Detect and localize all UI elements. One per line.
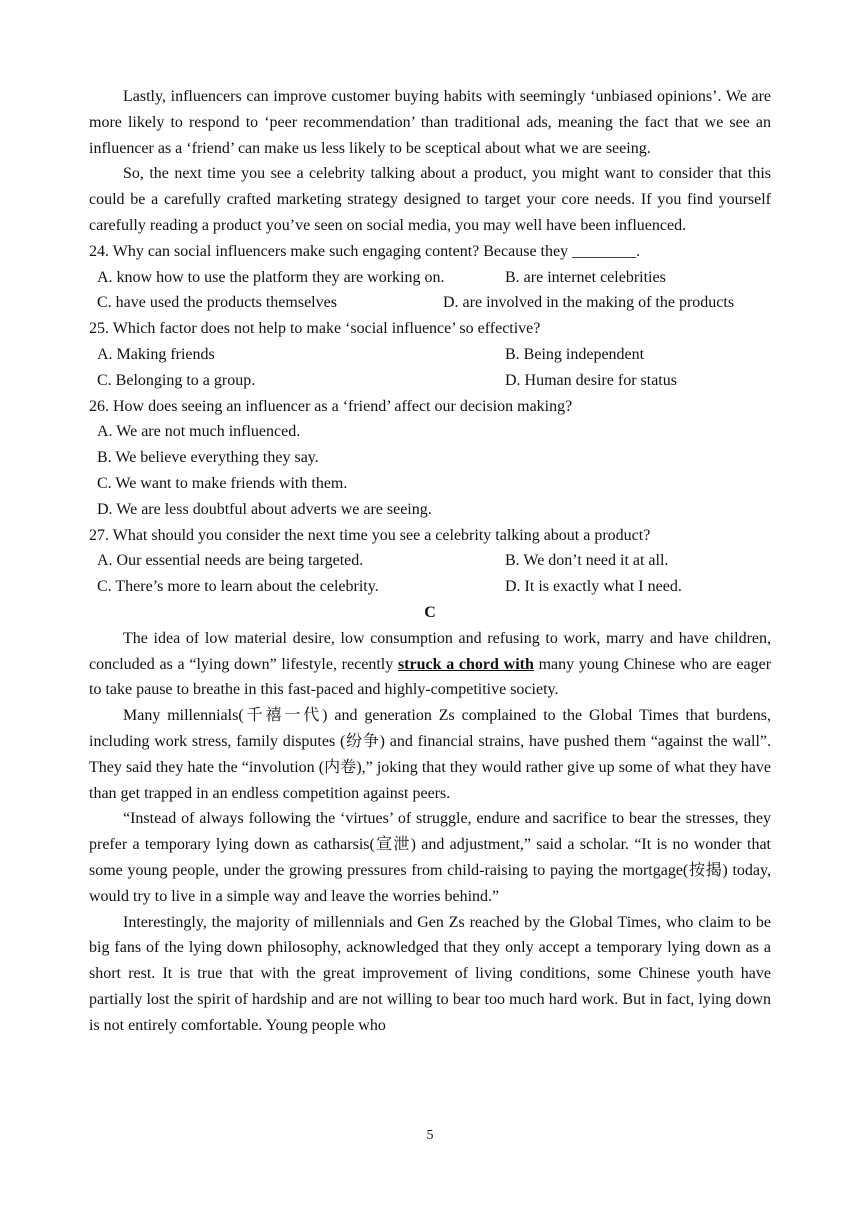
option: B. are internet celebrities <box>505 268 666 286</box>
option: B. Being independent <box>505 345 645 363</box>
option: B. We believe everything they say. <box>97 449 319 467</box>
passage-paragraph: Lastly, influencers can improve customer buying habits with seemingly ‘unbiased opinions’. We are more likely to respond to ‘peer recommendation’ than traditional ads, meaning the fact that we see an influencer as a ‘friend’ can make us less likely to be sceptical about what we are seeing. <box>89 88 771 157</box>
option-row <box>89 342 771 368</box>
page-number: 5 <box>426 1128 434 1143</box>
option: A. Making friends <box>97 345 215 363</box>
option: C. We want to make friends with them. <box>97 474 348 492</box>
option: D. are involved in the making of the products <box>443 294 735 312</box>
option: D. It is exactly what I need. <box>505 578 682 596</box>
option: D. We are less doubtful about adverts we are seeing. <box>97 500 432 518</box>
text-run: many young Chinese who are eager to take pause to breathe in this fast-paced and highly-competitive society. <box>89 655 772 699</box>
option-row <box>89 290 771 316</box>
passage-paragraph: Interestingly, the majority of millennials and Gen Zs reached by the Global Times, who claim to be big fans of the lying down philosophy, acknowledged that they only accept a temporary lying down as a short rest. It is true that with the great improvement of living conditions, some Chinese youth have partially lost the spirit of hardship and are not willing to bear too much hard work. But in fact, lying down is not entirely comfortable. Young people who <box>89 913 771 1034</box>
option-row <box>89 548 771 574</box>
text-run: The idea of low material desire, low consumption and refusing to work, marry and have children, concluded as a “lying down” lifestyle, recently <box>89 629 771 673</box>
option: C. have used the products themselves <box>97 294 337 312</box>
question-stem: 26. How does seeing an influencer as a ‘friend’ affect our decision making? <box>89 397 573 415</box>
option: B. We don’t need it at all. <box>505 552 669 570</box>
passage-paragraph: So, the next time you see a celebrity talking about a product, you might want to consider that this could be a carefully crafted marketing strategy designed to target your core needs. If you find yourself carefully reading a product you’ve seen on social media, you may well have been influenced. <box>89 165 771 234</box>
passage-paragraph: Many millennials(千禧一代) and generation Zs complained to the Global Times that burdens, including work stress, family disputes (纷争) and financial strains, have pushed them “against the wall”. They said they hate the “involution (内卷),” joking that they would rather give up some of what they have than get trapped in an endless competition against peers. <box>89 707 771 802</box>
option: D. Human desire for status <box>505 371 677 389</box>
option-row <box>89 574 771 600</box>
question-stem: 27. What should you consider the next time you see a celebrity talking about a product? <box>89 526 651 544</box>
option: A. know how to use the platform they are working on. <box>97 268 445 286</box>
option-row <box>89 265 771 291</box>
question-stem: 25. Which factor does not help to make ‘social influence’ so effective? <box>89 320 541 338</box>
exam-page <box>89 84 771 1038</box>
passage-paragraph: “Instead of always following the ‘virtues’ of struggle, endure and sacrifice to bear the stresses, they prefer a temporary lying down as catharsis(宣泄) and adjustment,” said a scholar. “It is no wonder that some young people, under the growing pressures from child-raising to paying the mortgage(按揭) today, would try to live in a simple way and leave the worries behind.” <box>89 810 771 905</box>
option: A. Our essential needs are being targeted. <box>97 552 364 570</box>
option-row <box>89 368 771 394</box>
option: C. Belonging to a group. <box>97 371 256 389</box>
section-heading: C <box>424 603 436 621</box>
underlined-phrase: struck a chord with <box>397 655 534 673</box>
option: C. There’s more to learn about the celebrity. <box>97 578 379 596</box>
option: A. We are not much influenced. <box>97 423 301 441</box>
passage-paragraph <box>89 626 771 703</box>
question-stem: 24. Why can social influencers make such engaging content? Because they ________. <box>89 242 641 260</box>
